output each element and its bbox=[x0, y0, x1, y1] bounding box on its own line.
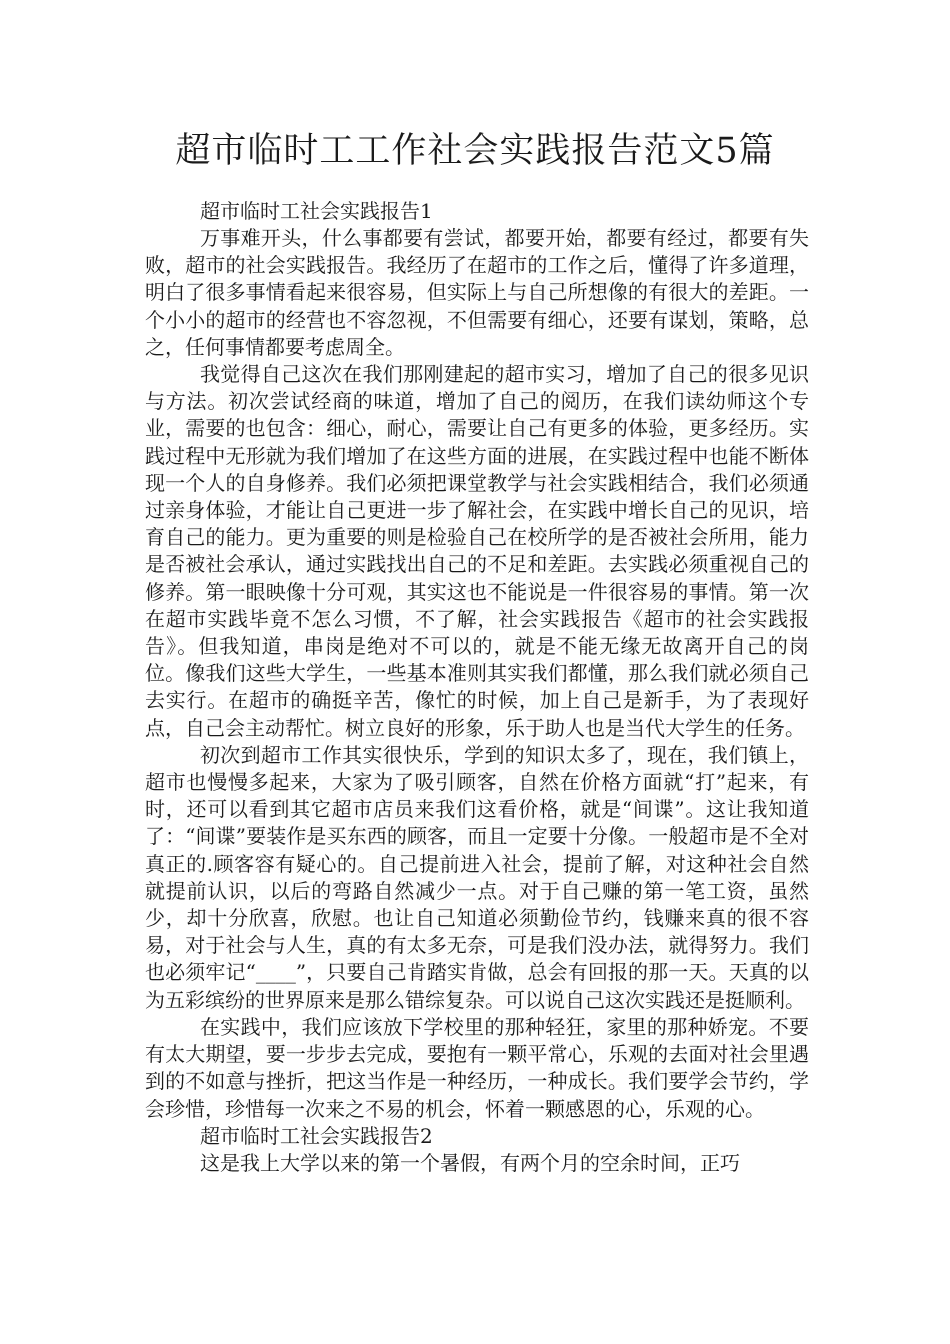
section-1 bbox=[145, 198, 809, 1123]
section-2 bbox=[145, 1123, 809, 1177]
document-body bbox=[145, 198, 809, 1177]
paragraph: 在实践中，我们应该放下学校里的那种轻狂，家里的那种娇宠。不要有太大期望，要一步步去完成，要抱有一颗平常心，乐观的去面对社会里遇到的不如意与挫折，把这当作是一种经历，一种成长。我们要学会节约，学会珍惜，珍惜每一次来之不易的机会，怀着一颗感恩的心，乐观的心。 bbox=[145, 1014, 809, 1121]
section-heading: 超市临时工社会实践报告1 bbox=[200, 199, 433, 223]
paragraph: 我觉得自己这次在我们那刚建起的超市实习，增加了自己的很多见识与方法。初次尝试经商的味道，增加了自己的阅历，在我们读幼师这个专业，需要的也包含：细心，耐心，需要让自己有更多的体验，更多经历。实践过程中无形就为我们增加了在这些方面的进展，在实践过程中也能不断体现一个人的自身修养。我们必须把课堂教学与社会实践相结合，我们必须通过亲身体验，才能让自己更进一步了解社会，在实践中增长自己的见识，培育自己的能力。更为重要的则是检验自己在校所学的是否被社会所用，能力是否被社会承认，通过实践找出自己的不足和差距。去实践必须重视自己的修养。第一眼映像十分可观，其实这也不能说是一件很容易的事情。第一次在超市实践毕竟不怎么习惯，不了解，社会实践报告《超市的社会实践报告》。但我知道，串岗是绝对不可以的，就是不能无缘无故离开自己的岗位。像我们这些大学生，一些基本准则其实我们都懂，那么我们就必须自己去实行。在超市的确挺辛苦，像忙的时候，加上自己是新手，为了表现好点，自己会主动帮忙。树立良好的形象，乐于助人也是当代大学生的任务。 bbox=[145, 362, 809, 740]
document-title: 超市临时工工作社会实践报告范文5篇 bbox=[175, 131, 775, 171]
paragraph: 这是我上大学以来的第一个暑假，有两个月的空余时间，正巧 bbox=[200, 1150, 740, 1175]
section-heading: 超市临时工社会实践报告2 bbox=[200, 1123, 433, 1148]
paragraph: 万事难开头，什么事都要有尝试，都要开始，都要有经过，都要有失败，超市的社会实践报告。我经历了在超市的工作之后，懂得了许多道理，明白了很多事情看起来很容易，但实际上与自己所想像的有很大的差距。一个小小的超市的经营也不容忽视，不但需要有细心，还要有谋划，策略，总之，任何事情都要考虑周全。 bbox=[145, 226, 809, 359]
paragraph: 初次到超市工作其实很快乐，学到的知识太多了，现在，我们镇上，超市也慢慢多起来，大家为了吸引顾客，自然在价格方面就“打”起来，有时，还可以看到其它超市店员来我们这看价格，就是“间谍”。这让我知道了：“间谍”要装作是买东西的顾客，而且一定要十分像。一般超市是不全对真正的.顾客容有疑心的。自己提前进入社会，提前了解，对这种社会自然就提前认识，以后的弯路自然减少一点。对于自己赚的第一笔工资，虽然少，却十分欣喜，欣慰。也让自己知道必须勤俭节约，钱赚来真的很不容易，对于社会与人生，真的有太多无奈，可是我们没办法，就得努力。我们也必须牢记“____”，只要自己肯踏实肯做，总会有回报的那一天。天真的以为五彩缤纷的世界原来是那么错综复杂。可以说自己这次实践还是挺顺利。 bbox=[145, 742, 809, 1012]
